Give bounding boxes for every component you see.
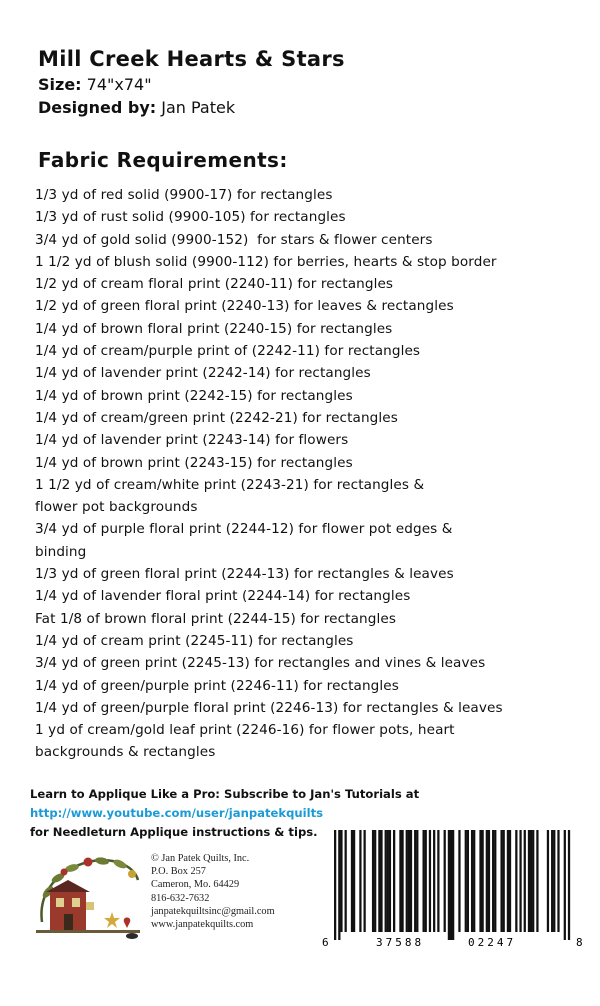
barcode-bar	[414, 830, 416, 932]
barcode-bar	[389, 830, 391, 932]
barcode-bar	[465, 830, 467, 932]
designer-label: Designed by:	[38, 98, 157, 117]
barcode-bar	[515, 830, 517, 932]
barcode-bar	[423, 830, 425, 932]
fabric-list	[35, 184, 575, 764]
company-name: © Jan Patek Quilts, Inc.	[151, 853, 250, 864]
barcode-bar	[494, 830, 496, 932]
barcode-bar	[385, 830, 387, 932]
youtube-link[interactable]: http://www.youtube.com/user/janpatekquilts	[30, 806, 324, 820]
fabric-item: 1 yd of cream/gold leaf print (2246-16) for flower pots, heart backgrounds & rectangles	[35, 722, 455, 761]
barcode-digit-group-1: 37588	[376, 936, 425, 949]
fabric-item: 1/4 yd of green/purple floral print (2246-13) for rectangles & leaves	[35, 699, 503, 716]
fabric-item: 1/4 yd of brown floral print (2240-15) for rectangles	[35, 320, 393, 337]
website-address[interactable]: www.janpatekquilts.com	[151, 919, 254, 931]
barcode-bar	[528, 830, 530, 932]
barcode-bar	[519, 830, 521, 932]
barcode-bar	[547, 830, 549, 932]
barcode-bar	[433, 830, 435, 932]
po-box: P.O. Box 257	[151, 866, 206, 878]
barcode-bar	[387, 830, 389, 932]
barcode-bar	[408, 830, 410, 932]
fabric-item: 3/4 yd of purple floral print (2244-12) for flower pot edges & binding	[35, 521, 453, 560]
barcode-bar	[425, 830, 427, 932]
barcode-bar	[479, 830, 481, 932]
upc-barcode	[318, 828, 590, 953]
barcode-bar	[486, 830, 488, 932]
fabric-item: 1/4 yd of brown print (2242-15) for rectangles	[35, 387, 353, 404]
designer-value: Jan Patek	[161, 98, 236, 117]
barcode-bar	[553, 830, 555, 932]
fabric-item: 1/4 yd of cream/green print (2242-21) for rectangles	[35, 409, 398, 426]
barcode-bar	[364, 830, 366, 932]
barcode-bar	[530, 830, 532, 932]
barcode-bar	[500, 830, 502, 932]
barcode-bar	[372, 830, 374, 932]
barcode-bar	[551, 830, 553, 932]
barcode-bar	[524, 830, 526, 932]
pattern-title: Mill Creek Hearts & Stars	[38, 47, 345, 71]
barcode-bar	[353, 830, 355, 932]
barcode-bar	[359, 830, 361, 932]
barcode-bar	[473, 830, 475, 932]
barcode-bar	[448, 830, 450, 940]
size-label: Size:	[38, 75, 82, 94]
barcode-bar	[492, 830, 494, 932]
barcode-bar	[536, 830, 538, 932]
fabric-item: 1/2 yd of cream floral print (2240-11) for rectangles	[35, 276, 394, 293]
barcode-digit-start: 6	[322, 936, 329, 949]
barcode-bar	[503, 830, 505, 932]
barcode-bar	[380, 830, 382, 932]
size-value: 74"x74"	[86, 75, 152, 94]
barcode-bar	[471, 830, 473, 932]
barcode-bar	[557, 830, 559, 932]
phone-number: 816-632-7632	[151, 892, 210, 904]
fabric-item: 1 1/2 yd of blush solid (9900-112) for berries, hearts & stop border	[35, 253, 497, 270]
barcode-bar	[351, 830, 353, 932]
fabric-requirements-heading: Fabric Requirements:	[38, 148, 288, 172]
fabric-item: 1/3 yd of rust solid (9900-105) for rectangles	[35, 209, 346, 226]
fabric-item: 1/4 yd of lavender print (2243-14) for flowers	[35, 432, 349, 449]
barcode-bar	[509, 830, 511, 932]
city-address: Cameron, Mo. 64429	[151, 879, 240, 891]
fabric-item: Fat 1/8 of brown floral print (2244-15) for rectangles	[35, 610, 397, 627]
tutorial-purpose: for Needleturn Applique instructions & tips.	[30, 825, 318, 839]
pattern-header	[38, 46, 345, 119]
barcode-digit-end: 8	[576, 936, 583, 949]
barcode-bar	[334, 830, 336, 940]
barcode-bar	[482, 830, 484, 932]
quilt-house-illustration	[28, 852, 146, 944]
fabric-item: 1/4 yd of brown print (2243-15) for rectangles	[35, 454, 353, 471]
barcode-bar	[378, 830, 380, 932]
contact-info	[151, 852, 275, 931]
barcode-bar	[429, 830, 431, 932]
fabric-item: 1/4 yd of lavender floral print (2244-14) for rectangles	[35, 588, 411, 605]
email-address[interactable]: janpatekquiltsinc@gmail.com	[151, 905, 275, 917]
barcode-bar	[416, 830, 418, 932]
barcode-bar	[452, 830, 454, 940]
barcode-digit-group-2: 02247	[468, 936, 517, 949]
barcode-bar	[406, 830, 408, 932]
barcode-bar	[410, 830, 412, 932]
fabric-item: 1/4 yd of cream print (2245-11) for rectangles	[35, 632, 354, 649]
tutorial-intro: Learn to Applique Like a Pro: Subscribe to Jan's Tutorials at	[30, 787, 420, 801]
barcode-bar	[345, 830, 347, 932]
fabric-item: 1/3 yd of red solid (9900-17) for rectangles	[35, 187, 333, 203]
barcode-bar	[437, 830, 439, 932]
size-line	[38, 73, 345, 96]
fabric-item: 1 1/2 yd of cream/white print (2243-21) for rectangles & flower pot backgrounds	[35, 476, 425, 516]
fabric-item: 1/4 yd of lavender print (2242-14) for rectangles	[35, 365, 371, 382]
barcode-bar	[467, 830, 469, 932]
barcode-bar	[401, 830, 403, 932]
fabric-item: 3/4 yd of gold solid (9900-152) for stars & flower centers	[35, 231, 433, 248]
barcode-bar	[393, 830, 395, 932]
fabric-item: 1/2 yd of green floral print (2240-13) for leaves & rectangles	[35, 298, 454, 315]
barcode-bar	[338, 830, 340, 940]
barcode-bar	[444, 830, 446, 932]
barcode-bar	[340, 830, 342, 932]
fabric-item: 1/3 yd of green floral print (2244-13) for rectangles & leaves	[35, 566, 454, 583]
barcode-bar	[532, 830, 534, 932]
barcode-bars	[334, 830, 570, 940]
fabric-item: 3/4 yd of green print (2245-13) for rectangles and vines & leaves	[35, 655, 486, 672]
barcode-bar	[488, 830, 490, 932]
barcode-bar	[564, 830, 566, 940]
fabric-item: 1/4 yd of cream/purple print of (2242-11) for rectangles	[35, 343, 421, 360]
barcode-bar	[399, 830, 401, 932]
barcode-bar	[450, 830, 452, 940]
fabric-item: 1/4 yd of green/purple print (2246-11) for rectangles	[35, 677, 399, 694]
barcode-bar	[568, 830, 570, 940]
designer-line	[38, 96, 345, 119]
barcode-bar	[458, 830, 460, 932]
barcode-bar	[374, 830, 376, 932]
barcode-bar	[507, 830, 509, 932]
